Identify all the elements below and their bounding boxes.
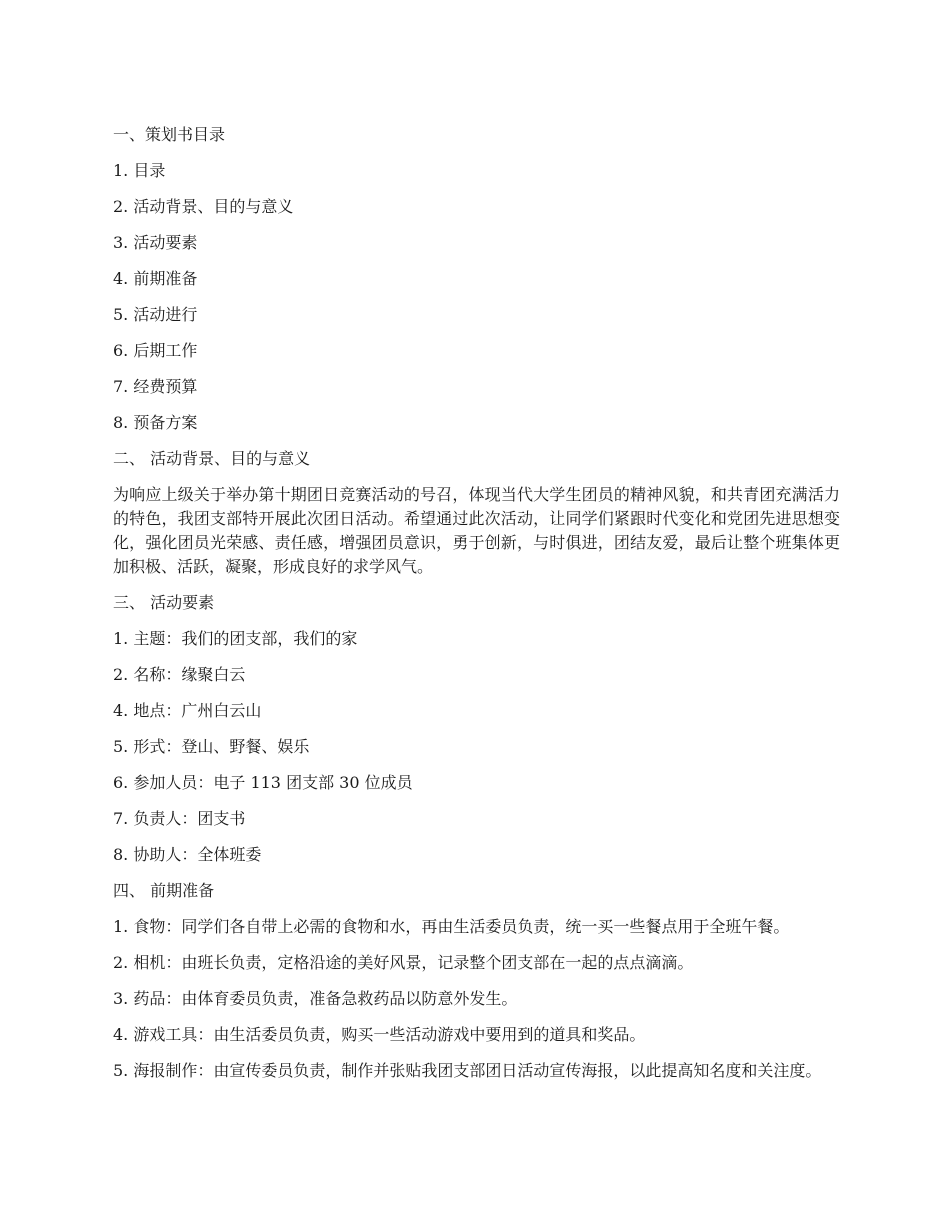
element-item: 7. 负责人：团支书 <box>113 809 246 828</box>
toc-item: 2. 活动背景、目的与意义 <box>113 197 294 216</box>
element-item: 1. 主题：我们的团支部，我们的家 <box>113 629 358 648</box>
toc-item: 5. 活动进行 <box>113 305 198 324</box>
preparation-item: 4. 游戏工具：由生活委员负责，购买一些活动游戏中要用到的道具和奖品。 <box>113 1025 646 1044</box>
preparation-item: 1. 食物：同学们各自带上必需的食物和水，再由生活委员负责，统一买一些餐点用于全班午餐。 <box>113 917 790 936</box>
toc-item: 1. 目录 <box>113 161 166 180</box>
preparation-item: 3. 药品：由体育委员负责，准备急救药品以防意外发生。 <box>113 989 518 1008</box>
element-item: 2. 名称：缘聚白云 <box>113 665 246 684</box>
section-heading-toc: 一、策划书目录 <box>113 125 226 144</box>
element-item: 4. 地点：广州白云山 <box>113 701 262 720</box>
section-heading-elements: 三、 活动要素 <box>113 593 215 612</box>
preparation-item: 5. 海报制作：由宣传委员负责，制作并张贴我团支部团日活动宣传海报，以此提高知名度和关注度。 <box>113 1061 822 1080</box>
element-item: 5. 形式：登山、野餐、娱乐 <box>113 737 310 756</box>
element-item: 8. 协助人：全体班委 <box>113 845 262 864</box>
preparation-item: 2. 相机：由班长负责，定格沿途的美好风景，记录整个团支部在一起的点点滴滴。 <box>113 953 694 972</box>
toc-item: 4. 前期准备 <box>113 269 198 288</box>
background-paragraph: 为响应上级关于举办第十期团日竞赛活动的号召，体现当代大学生团员的精神风貌，和共青团充满活力的特色，我团支部特开展此次团日活动。希望通过此次活动，让同学们紧跟时代变化和党团先进思想变化，强化团员光荣感、责任感，增强团员意识，勇于创新，与时俱进，团结友爱，最后让整个班集体更加积极、活跃，凝聚，形成良好的求学风气。 <box>113 485 840 576</box>
section-heading-background: 二、 活动背景、目的与意义 <box>113 449 311 468</box>
section-heading-preparation: 四、 前期准备 <box>113 881 215 900</box>
toc-item: 6. 后期工作 <box>113 341 198 360</box>
toc-item: 7. 经费预算 <box>113 377 198 396</box>
document-page <box>113 123 840 1095</box>
element-item: 6. 参加人员：电子 113 团支部 30 位成员 <box>113 773 413 792</box>
toc-item: 8. 预备方案 <box>113 413 198 432</box>
toc-item: 3. 活动要素 <box>113 233 198 252</box>
